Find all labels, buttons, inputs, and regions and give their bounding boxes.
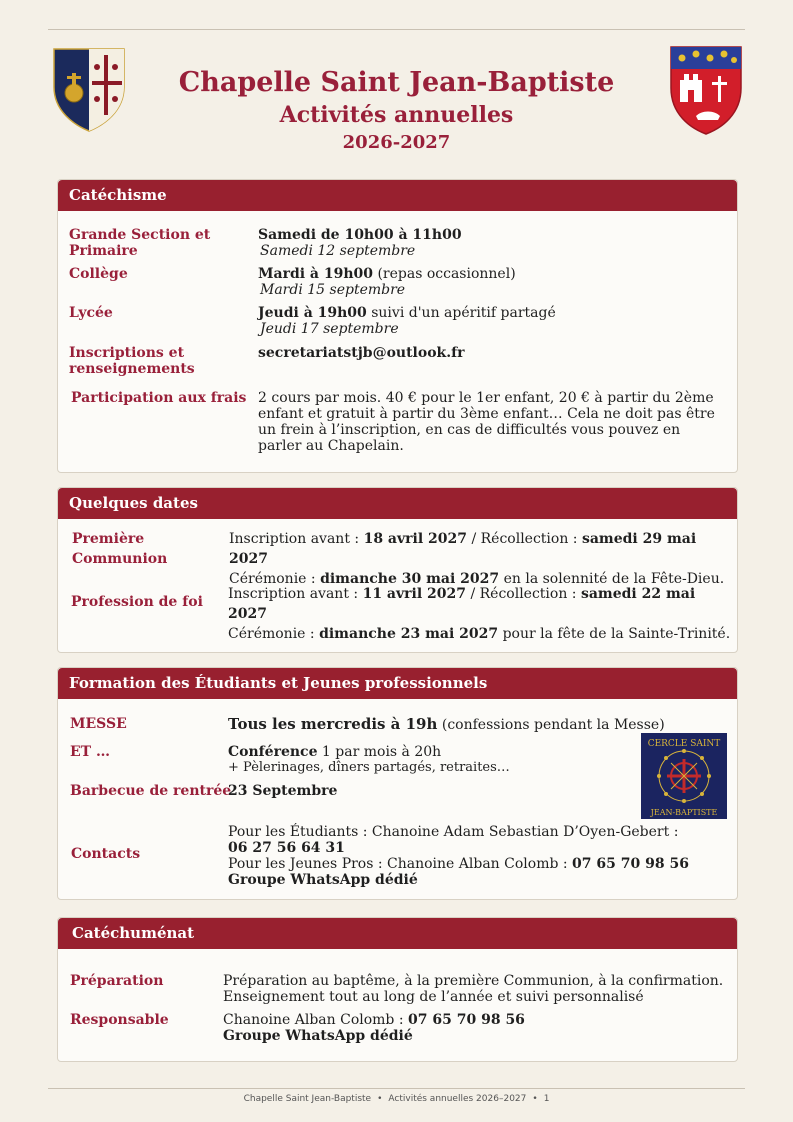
frais-text: 2 cours par mois. 40 € pour le 1er enfant, 20 € à partir du 2ème enfant et gratuit à partir du 3ème enfant… Cela ne doit pas être un frein à l’inscription, en cas de difficultés vous pouvez en parler au Chapelain. [258,390,715,454]
page-year: 2026-2027 [342,132,451,153]
contact-phone-pros[interactable]: 07 65 70 98 56 [572,856,689,872]
gs-label: Grande Section et Primaire [69,227,211,259]
cercle-saint-jean-baptiste-logo [641,733,727,819]
catechisme-section [57,179,738,473]
page-title: Chapelle Saint Jean-Baptiste [178,67,615,98]
footer-bullet-2: • [532,1094,538,1104]
svg-text:CERCLE SAINT: CERCLE SAINT [647,739,721,749]
preparation-label: Préparation [70,973,164,989]
contact-phone-students[interactable]: 06 27 56 64 31 [228,840,345,856]
footer-page: 1 [543,1094,550,1104]
page-subtitle: Activités annuelles [279,102,514,128]
lycee-details: Jeudi à 19h00 suivi d'un apéritif partagé Jeudi 17 septembre [258,305,556,337]
bottom-rule [48,1088,745,1089]
college-label: Collège [69,266,128,282]
profession-foi-label: Profession de foi [71,594,203,610]
whatsapp-group-catechumenat[interactable]: Groupe WhatsApp dédié [223,1028,413,1044]
et-label: ET … [70,744,110,760]
page-header [0,65,793,157]
dates-heading: Quelques dates [58,488,737,519]
conference-details: Conférence 1 par mois à 20h + Pèlerinages, dîners partagés, retraites… [228,744,510,775]
contacts-label: Contacts [71,846,141,862]
formation-heading: Formation des Étudiants et Jeunes professionnels [58,668,737,699]
responsable-details: Chanoine Alban Colomb : 07 65 70 98 56 Groupe WhatsApp dédié [223,1012,525,1044]
contact-email[interactable]: secretariatstjb@outlook.fr [258,345,465,361]
gs-time: Samedi de 10h00 à 11h00 [258,227,462,243]
messe-details: Tous les mercredis à 19h (confessions pendant la Messe) [228,715,665,733]
preparation-text: Préparation au baptême, à la première Communion, à la confirmation. Enseignement tout au long de l’année et suivi personnalisé [223,973,724,1005]
barbecue-date: 23 Septembre [228,783,338,799]
svg-text:JEAN-BAPTISTE: JEAN-BAPTISTE [650,808,718,817]
frais-label: Participation aux frais [71,390,247,406]
responsable-label: Responsable [70,1012,169,1028]
college-details: Mardi à 19h00 (repas occasionnel) Mardi 15 septembre [258,266,516,298]
footer-doc: Activités annuelles 2026–2027 [388,1094,527,1104]
responsable-phone[interactable]: 07 65 70 98 56 [408,1012,525,1028]
barbecue-label: Barbecue de rentrée [70,783,232,799]
contacts-details: Pour les Étudiants : Chanoine Adam Sebastian D’Oyen-Gebert : 06 27 56 64 31 Pour les Jeunes Pros : Chanoine Alban Colomb : 07 65 70 98 56 Groupe WhatsApp dédié [228,824,689,888]
messe-label: MESSE [70,716,127,732]
dates-section [57,487,738,653]
gs-details [258,227,462,259]
footer-bullet: • [377,1094,383,1104]
catechisme-heading: Catéchisme [58,180,737,211]
catechumenat-heading: Catéchuménat [58,918,737,949]
page-footer [0,1094,793,1104]
whatsapp-group[interactable]: Groupe WhatsApp dédié [228,872,418,888]
premiere-communion-label: Première Communion [72,531,168,567]
inscriptions-label: Inscriptions et renseignements [69,345,195,377]
profession-foi-details: Inscription avant : 11 avril 2027 / Récollection : samedi 22 mai 2027 Cérémonie : dimanche 23 mai 2027 pour la fête de la Sainte-Trinité. [228,586,731,642]
footer-name: Chapelle Saint Jean-Baptiste [243,1094,372,1104]
formation-section [57,667,738,900]
catechumenat-section [57,917,738,1062]
premiere-communion-details: Inscription avant : 18 avril 2027 / Récollection : samedi 29 mai 2027 Cérémonie : dimanche 30 mai 2027 en la solennité de la Fête-Dieu. [229,531,725,587]
lycee-label: Lycée [69,305,113,321]
top-rule [48,29,745,30]
gs-date: Samedi 12 septembre [260,243,416,259]
